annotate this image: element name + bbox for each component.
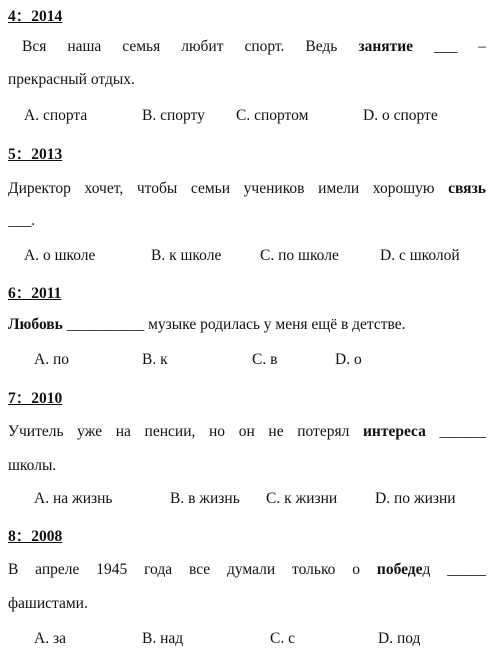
question-8-text-line2: фашистами. xyxy=(8,595,88,612)
question-4-option-a[interactable]: A. спорта xyxy=(24,107,88,124)
question-7-text-post: ______ xyxy=(439,423,487,440)
question-7-text-pre: Учитель уже на пенсии, но он не потерял xyxy=(8,423,350,440)
question-8-text-post: _____ xyxy=(447,561,487,578)
question-5-text-pre: Директор хочет, чтобы семьи учеников имели хорошую xyxy=(8,180,435,197)
question-8-option-a[interactable]: A. за xyxy=(34,630,66,647)
question-8-text-pre: В апреле 1945 года все думали только о xyxy=(8,561,361,578)
question-7-option-d[interactable]: D. по жизни xyxy=(375,490,456,507)
question-6-option-b[interactable]: B. к xyxy=(142,351,168,368)
question-7-option-a[interactable]: A. на жизнь xyxy=(34,490,113,507)
question-8-option-d[interactable]: D. под xyxy=(378,630,421,647)
question-7-option-b[interactable]: B. в жизнь xyxy=(170,490,240,507)
question-5-header: 5：2013 xyxy=(8,146,63,163)
question-6-option-c[interactable]: C. в xyxy=(252,351,278,368)
question-5-text-line2: ___. xyxy=(8,212,36,229)
question-6-text-line1 xyxy=(8,316,486,334)
question-5-option-b[interactable]: B. к школе xyxy=(151,247,222,264)
question-7-text-line2: школы. xyxy=(8,457,57,474)
question-8-keyword: победе xyxy=(376,561,423,578)
question-7-keyword: интереса xyxy=(362,423,426,440)
question-6-text-post: __________ музыке родилась у меня ещё в детстве. xyxy=(66,316,406,333)
question-8-option-c[interactable]: C. с xyxy=(270,630,295,647)
question-4-text-line2: прекрасный отдых. xyxy=(8,71,135,88)
question-4-header: 4：2014 xyxy=(8,8,63,25)
question-4-text-post: ___ – xyxy=(434,38,487,55)
question-4-text-pre: Вся наша семья любит спорт. Ведь xyxy=(22,38,338,55)
question-8-text-line1 xyxy=(8,561,486,579)
question-5-keyword: связь xyxy=(448,180,486,197)
question-8-keyword-suffix: д xyxy=(422,561,431,578)
question-6-option-d[interactable]: D. о xyxy=(335,351,362,368)
question-5-option-a[interactable]: A. о школе xyxy=(24,247,96,264)
question-6-option-a[interactable]: A. по xyxy=(34,351,69,368)
question-5-text-line1 xyxy=(8,180,486,198)
question-5-option-d[interactable]: D. с школой xyxy=(380,247,460,264)
question-4-option-b[interactable]: B. спорту xyxy=(142,107,205,124)
question-4-option-c[interactable]: C. спортом xyxy=(236,107,309,124)
question-7-text-line1 xyxy=(8,423,486,441)
question-6-header: 6：2011 xyxy=(8,285,62,302)
question-4-keyword: занятие xyxy=(358,38,414,55)
question-7-header: 7：2010 xyxy=(8,390,63,407)
question-6-keyword: Любовь xyxy=(8,316,63,333)
question-8-option-b[interactable]: B. над xyxy=(142,630,184,647)
question-8-header: 8：2008 xyxy=(8,528,63,545)
question-7-option-c[interactable]: C. к жизни xyxy=(266,490,338,507)
question-5-option-c[interactable]: C. по школе xyxy=(260,247,339,264)
question-4-text-line1 xyxy=(22,38,486,56)
question-4-option-d[interactable]: D. о спорте xyxy=(363,107,438,124)
